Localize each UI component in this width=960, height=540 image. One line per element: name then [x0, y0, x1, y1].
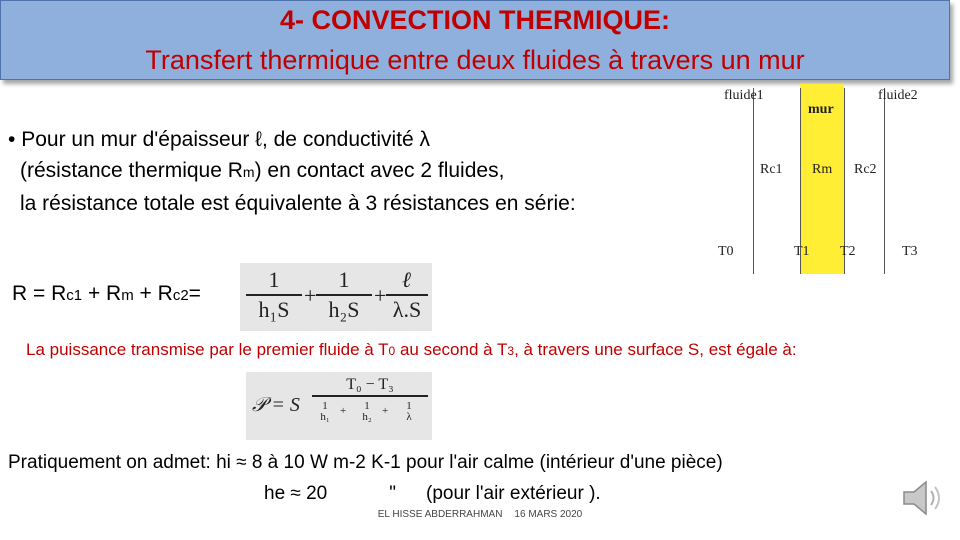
t0-sub: 0 [388, 344, 396, 358]
bullet-line-2-pre: (résistance thermique R [20, 159, 243, 182]
den-frac-2-num: 1 [364, 400, 370, 412]
bullet-line-1 [8, 124, 708, 155]
den-frac-2-den: h₂ [362, 411, 372, 423]
rc1-sub: c1 [66, 287, 83, 304]
power-text-mid: au second à T [395, 340, 508, 359]
fraction-2-bar [316, 294, 372, 296]
resistance-equation-lhs [12, 282, 201, 306]
t1-label: T1 [794, 244, 810, 259]
fraction-1-h1s [246, 267, 302, 323]
speaker-icon[interactable] [898, 474, 946, 522]
power-formula-box [246, 372, 432, 440]
he-value: he ≈ 20 [264, 483, 328, 504]
bullet-line-3: la résistance totale est équivalente à 3 résistances en série: [20, 192, 576, 215]
title-band [0, 0, 950, 80]
rc1-label: Rc1 [760, 162, 783, 177]
fraction-3-bar [386, 294, 428, 296]
practice-line-2 [264, 483, 601, 505]
bullet-line-1-text: Pour un mur d'épaisseur ℓ, de conductivité λ [21, 128, 431, 151]
t3-sub: 3 [507, 344, 515, 358]
bullet-marker: • [8, 128, 16, 151]
plus-sign-1: + [304, 283, 317, 308]
power-text-post: , à travers une surface S, est égale à: [514, 340, 797, 359]
fraction-2-num: 1 [338, 267, 350, 292]
den-frac-3-num: 1 [406, 400, 412, 412]
fraction-3-lambda [386, 267, 428, 323]
fraction-1-num: 1 [268, 267, 280, 292]
den-frac-1 [314, 401, 336, 423]
den-plus-1: + [340, 405, 347, 417]
power-fraction-num: T₀ − T₃ [346, 376, 394, 393]
slide-subtitle: Transfert thermique entre deux fluides à travers un mur [145, 45, 805, 75]
fraction-1-bar [246, 294, 302, 296]
fraction-1-den: h₁S [258, 297, 290, 322]
ditto-mark: " [389, 483, 397, 504]
resistance-formula-box [240, 263, 432, 331]
bullet-line-2-sub: m [242, 164, 255, 180]
den-frac-2 [356, 401, 378, 423]
fluide2-label: fluide2 [878, 88, 918, 103]
plus-rm: + R [82, 282, 122, 305]
bullet-paragraph [8, 124, 708, 219]
mur-label: mur [808, 102, 834, 117]
plus-rc2: + R [133, 282, 173, 305]
power-fraction [312, 376, 428, 428]
plus-sign-2: + [374, 283, 387, 308]
slide-title: 4- CONVECTION THERMIQUE: [279, 5, 670, 35]
den-frac-3 [398, 401, 420, 423]
practice-line-1: Pratiquement on admet: hi ≈ 8 à 10 W m-2 K-1 pour l'air calme (intérieur d'une pièce) [8, 452, 723, 473]
bullet-line-2 [8, 155, 708, 188]
fraction-3-num: ℓ [402, 267, 412, 292]
t2-label: T2 [840, 244, 856, 259]
rm-label: Rm [812, 162, 833, 177]
t3-label: T3 [902, 244, 918, 259]
r-total-text: R = R [12, 282, 67, 305]
power-lhs: 𝒫 = S [252, 394, 300, 416]
slide-footer [0, 509, 960, 520]
den-frac-1-den: h₁ [320, 411, 330, 423]
power-statement [26, 340, 946, 360]
den-frac-3-den: λ [406, 411, 412, 423]
power-text-pre: La puissance transmise par le premier fluide à T [26, 340, 389, 359]
rc2-sub: c2 [172, 287, 189, 304]
den-plus-2: + [382, 405, 389, 417]
den-frac-1-num: 1 [322, 400, 328, 412]
footer-date: 16 MARS 2020 [514, 509, 583, 520]
practice-line-2-post: (pour l'air extérieur ). [426, 483, 601, 504]
fluide1-label: fluide1 [724, 88, 764, 103]
equals-sign: = [188, 282, 201, 305]
t0-label: T0 [718, 244, 734, 259]
power-fraction-den [312, 398, 428, 428]
fraction-2-den: h₂S [328, 297, 360, 322]
wall-diagram [716, 84, 926, 276]
rm-sub: m [121, 287, 134, 304]
power-fraction-bar [312, 395, 428, 397]
fluid1-boundary-line [753, 88, 754, 274]
fluid2-boundary-line [884, 88, 885, 274]
rc2-label: Rc2 [854, 162, 877, 177]
fraction-2-h2s [316, 267, 372, 323]
bullet-line-2-post: ) en contact avec 2 fluides, [254, 159, 505, 182]
footer-author: EL HISSE ABDERRAHMAN [377, 509, 503, 520]
fraction-3-den: λ.S [392, 297, 422, 322]
